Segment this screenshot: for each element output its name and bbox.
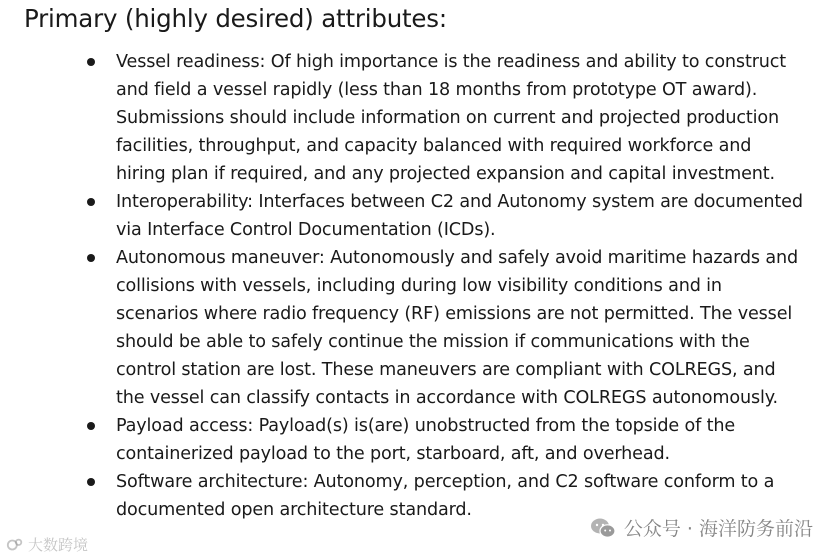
item-text: Interoperability: Interfaces between C2 and Autonomy system are documented via Interface Control Documentation (ICDs). (116, 192, 803, 240)
brand-logo-icon (6, 536, 24, 554)
bullet-icon (87, 478, 95, 486)
bullet-icon (87, 198, 95, 206)
list-item (0, 188, 806, 244)
list-item (0, 48, 806, 188)
wechat-icon (590, 517, 616, 539)
item-text: Vessel readiness: Of high importance is the readiness and ability to construct and field a vessel rapidly (less than 18 months from prototype OT award). Submissions should include information on current and projected production facilities, throughput, and capacity balanced with required workforce and hiring plan if required, and any projected expansion and capital investment. (116, 52, 787, 184)
bullet-icon (87, 254, 95, 262)
section-heading: Primary (highly desired) attributes: (24, 4, 447, 33)
item-text: Software architecture: Autonomy, perception, and C2 software conform to a documented open architecture standard. (116, 472, 775, 520)
item-text: Autonomous maneuver: Autonomously and safely avoid maritime hazards and collisions with vessels, including during low visibility conditions and in scenarios where radio frequency (RF) emissions are not permitted. The vessel should be able to safely continue the mission if communications with the control station are lost. These maneuvers are compliant with COLREGS, and the vessel can classify contacts in accordance with COLREGS autonomously. (116, 248, 798, 408)
bullet-icon (87, 58, 95, 66)
watermark-right (590, 514, 813, 541)
list-item (0, 244, 806, 412)
watermark-left (6, 534, 88, 555)
watermark-right-text: 公众号 · 海洋防务前沿 (623, 518, 813, 540)
watermark-left-text: 大数跨境 (28, 536, 89, 554)
item-text: Payload access: Payload(s) is(are) unobstructed from the topside of the containerized payload to the port, starboard, aft, and overhead. (116, 416, 736, 464)
attribute-list (0, 48, 806, 524)
list-item (0, 412, 806, 468)
bullet-icon (87, 422, 95, 430)
